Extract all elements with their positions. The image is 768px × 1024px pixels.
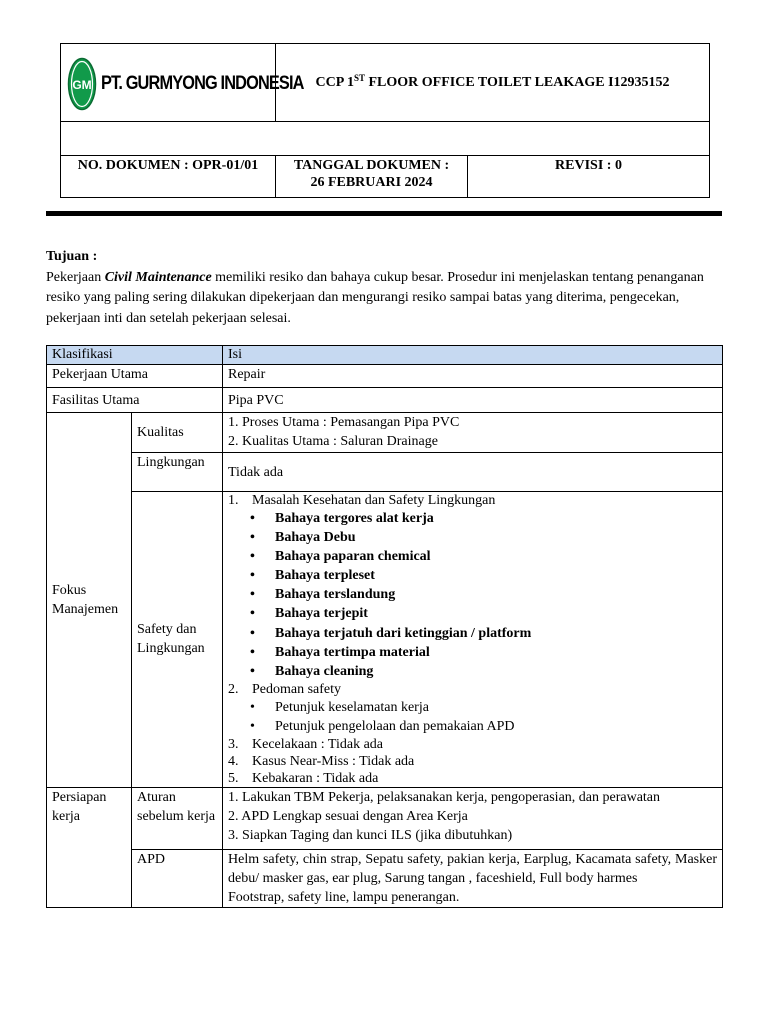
prep-label: Persiapan kerja: [47, 787, 132, 907]
document-title: [276, 44, 710, 122]
safety-list: [228, 492, 717, 787]
table-row: [47, 849, 723, 907]
header-content: Isi: [223, 346, 723, 365]
rules-line: 2. APD Lengkap sesuai dengan Area Kerja: [228, 808, 468, 824]
document-date: [276, 156, 468, 198]
list-item: • Bahaya terjepit: [250, 604, 717, 623]
list-item: • Petunjuk pengelolaan dan pemakaian APD: [250, 717, 717, 736]
table-row: [47, 787, 723, 849]
classification-table: [46, 345, 723, 908]
purpose-text: [46, 268, 722, 330]
purpose-text-start: Pekerjaan: [46, 269, 105, 285]
hazard-list: [228, 509, 717, 681]
list-item: • Bahaya cleaning: [250, 662, 717, 681]
quality-value: [223, 413, 723, 453]
header-divider: [46, 211, 722, 216]
environment-value: Tidak ada: [223, 453, 723, 492]
table-row: [47, 413, 723, 453]
safety-label: Safety dan Lingkungan: [132, 492, 223, 788]
title-superscript: ST: [353, 72, 365, 83]
facility-label: Fasilitas Utama: [47, 388, 223, 413]
guideline-list: [228, 698, 717, 736]
list-item: • Petunjuk keselamatan kerja: [250, 698, 717, 717]
gm-logo-icon: [67, 57, 97, 111]
title-rest: FLOOR OFFICE TOILET LEAKAGE I12935152: [364, 74, 670, 90]
list-item: • Bahaya Debu: [250, 528, 717, 547]
document-number: NO. DOKUMEN : OPR-01/01: [61, 156, 276, 198]
table-row: [47, 492, 723, 788]
facility-value: Pipa PVC: [223, 388, 723, 413]
header-classification: Klasifikasi: [47, 346, 223, 365]
apd-text: Helm safety, chin strap, Sepatu safety, pakian kerja, Earplug, Kacamata safety, Masker debu/ masker gas, ear plug, Sarung tangan , faceshield, Full body harmes: [228, 851, 717, 886]
purpose-section: [46, 247, 722, 329]
quality-line: 1. Proses Utama : Pemasangan Pipa PVC: [228, 415, 460, 430]
rules-label: Aturan sebelum kerja: [132, 787, 223, 849]
list-item: 3. Kecelakaan : Tidak ada: [228, 736, 384, 752]
table-row: [47, 453, 723, 492]
purpose-text-rest: memiliki resiko dan bahaya cukup besar. Prosedur ini menjelaskan tentang penanganan resiko yang paling sering dilakukan dipekerjaan dan mengurangi resiko sampai batas yang diterima, pengecekan, pekerjaan inti dan setelah pekerjaan selesai.: [46, 269, 704, 326]
list-item: • Bahaya tertimpa material: [250, 643, 717, 662]
rules-value: [223, 787, 723, 849]
environment-label: Lingkungan: [132, 453, 223, 492]
list-item: • Bahaya tergores alat kerja: [250, 509, 717, 528]
rules-line: 1. Lakukan TBM Pekerja, pelaksanakan kerja, pengoperasian, dan perawatan: [228, 789, 661, 805]
list-item: • Bahaya terpleset: [250, 566, 717, 585]
list-item: 5. Kebakaran : Tidak ada: [228, 770, 379, 786]
company-logo: [67, 57, 304, 111]
table-row: [47, 365, 723, 388]
logo-letters: GM: [72, 78, 92, 92]
purpose-emphasis: Civil Maintenance: [104, 269, 212, 285]
table-header-row: [47, 346, 723, 365]
logo-cell: [61, 44, 304, 122]
document-revision: REVISI : 0: [468, 156, 710, 198]
focus-label: Fokus Manajemen: [47, 413, 132, 788]
list-item: • Bahaya paparan chemical: [250, 547, 717, 566]
blank-row: [61, 122, 710, 156]
apd-label: APD: [132, 849, 223, 907]
document-date-label: TANGGAL DOKUMEN :: [293, 158, 450, 173]
rules-line: 3. Siapkan Taging dan kunci ILS (jika dibutuhkan): [228, 827, 513, 843]
table-row: [47, 388, 723, 413]
quality-label: Kualitas: [132, 413, 223, 453]
apd-text-extra: Footstrap, safety line, lampu penerangan.: [228, 889, 460, 905]
list-item: • Bahaya terjatuh dari ketinggian / platform: [250, 624, 717, 643]
list-item: 4. Kasus Near-Miss : Tidak ada: [228, 753, 415, 769]
safety-value: [223, 492, 723, 788]
quality-line: 2. Kualitas Utama : Saluran Drainage: [228, 434, 438, 449]
apd-value: [223, 849, 723, 907]
list-item: 2. Pedoman safety • Petunjuk keselamatan kerja • Petunjuk pengelolaan dan pemakaian APD: [228, 681, 717, 736]
title-prefix: CCP 1: [315, 74, 354, 90]
document-date-value: 26 FEBRUARI 2024: [310, 175, 433, 190]
main-job-value: Repair: [223, 365, 723, 388]
list-item: 1. Masalah Kesehatan dan Safety Lingkungan • Bahaya tergores alat kerja • Bahaya Debu • Bahaya paparan chemical • Bahaya terpleset • Bahaya terslandung • Bahaya terjepit • Bahaya terjatuh dari ketinggian / platform • Bahaya tertimpa material • Bahaya cleaning: [228, 492, 717, 681]
purpose-title: Tujuan :: [46, 249, 98, 264]
main-job-label: Pekerjaan Utama: [47, 365, 223, 388]
company-name: PT. GURMYONG INDONESIA: [101, 73, 304, 94]
list-item: • Bahaya terslandung: [250, 585, 717, 604]
document-header: [60, 43, 710, 198]
